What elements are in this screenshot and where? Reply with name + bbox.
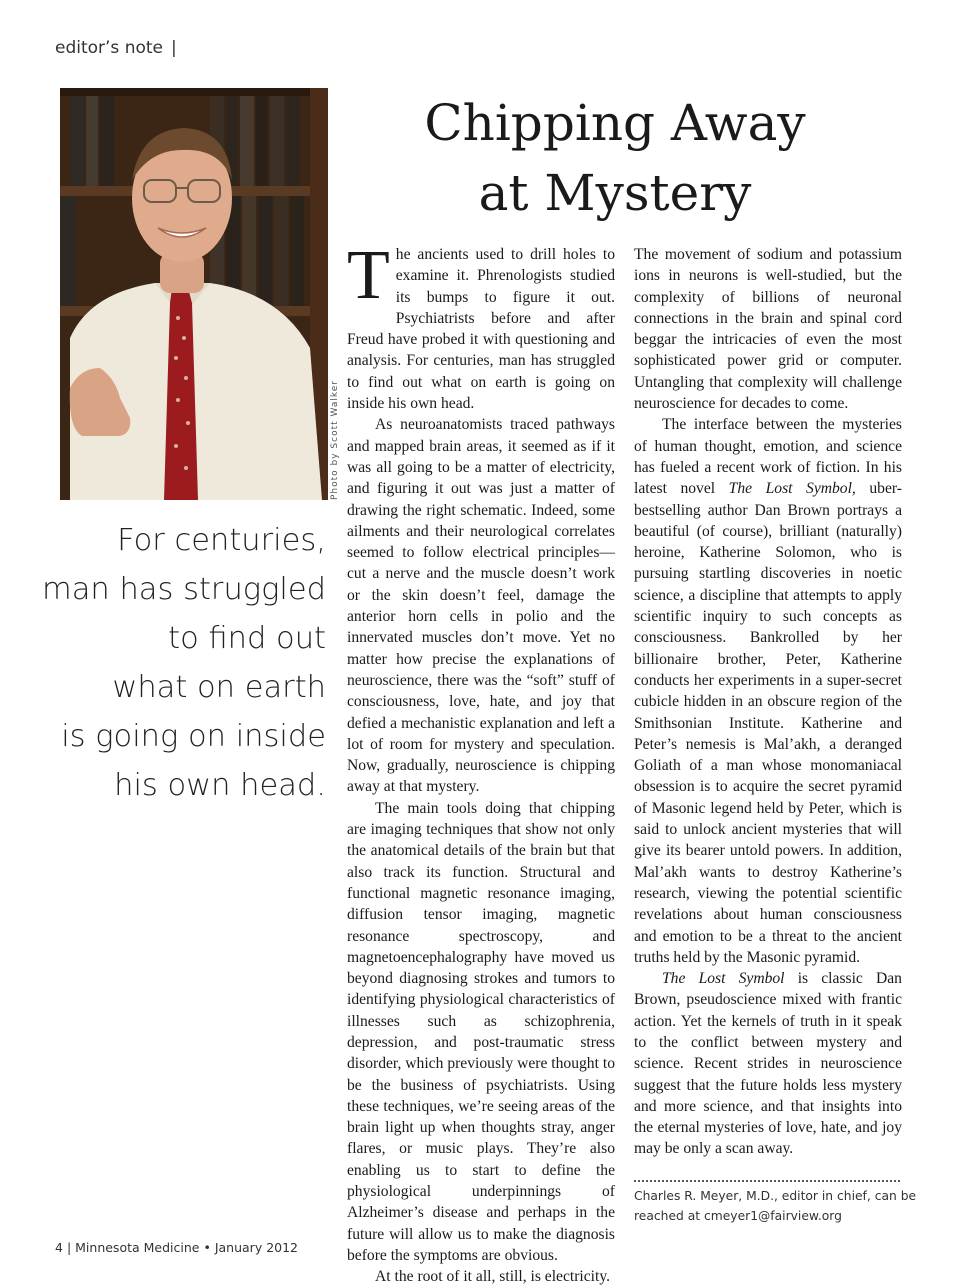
footer-separator: | [66,1240,72,1255]
publication-name: Minnesota Medicine [75,1240,200,1255]
author-bio-line: Charles R. Meyer, M.D., editor in chief, can be [634,1189,917,1203]
page-number: 4 [55,1240,63,1255]
author-bio [634,1186,924,1226]
pull-quote-line: to find out [168,621,326,656]
section-separator: | [171,38,177,58]
pull-quote-line: For centuries, [117,523,326,558]
page-footer [55,1240,298,1255]
section-label [55,38,177,58]
pull-quote-line: is going on inside [61,719,326,754]
book-title: The Lost Symbol [662,970,785,988]
pull-quote [40,516,326,810]
paragraph-text: is classic Dan Brown, pseudoscience mixed with frantic action. Yet the kernels of truth in it speak to the conflict between mystery and science. Recent strides in neuroscience suggest that the future holds less mystery and more science, and that insights into the eternal mysteries of love, hate, and joy may be only a scan away. [634,970,902,1158]
author-portrait-illustration [60,88,328,500]
drop-cap: T [347,237,390,314]
photo-credit: Photo by Scott Walker [330,380,340,500]
author-photo [60,88,328,500]
article-column-1 [347,237,615,1288]
article-paragraph [634,968,902,1160]
article-paragraph [634,414,902,968]
pull-quote-line: his own head. [114,768,326,803]
paragraph-text: he ancients used to drill holes to examine it. Phrenologists studied its bumps to figure it out. Psychiatrists before and after Freud have probed it with questioning and analysis. For centuries, man has struggled to find out what on earth is going on inside his own head. [347,246,615,413]
paragraph-text: The interface between the mysteries of human thought, emotion, and science has fueled a recent work of fiction. In his latest novel [634,416,902,498]
section-label-text: editor’s note [55,38,163,58]
article-paragraph: The main tools doing that chipping are imaging techniques that show not only the anatomical details of the brain but that also track its function. Structural and functional magnetic resonance imaging, diffusion tensor imaging, magnetic resonance spectroscopy, and magnetoencephalography have moved us beyond diagnosing strokes and tumors to identifying physiological characteristics of illnesses such as schizophrenia, depression, and post-traumatic stress disorder, which previously were thought to be the business of psychiatrists. Using these techniques, we’re seeing areas of the brain light up when thoughts stray, anger flares, or music plays. They’re also enabling us to start to define the physiological underpinnings of Alzheimer’s disease and perhaps in the future will allow us to make the diagnosis before the symptoms are obvious. [347,799,615,1264]
paragraph-text: uber-bestselling author Dan Brown portrays a beautiful (of course), brilliant (naturally) heroine, Katherine Solomon, who is pursuing startling discoveries in noetic science, a discipline that attempts to apply scientific inquiry to such concepts as consciousness. Bankrolled by her billionaire brother, Peter, Katherine conducts her experiments in a super-secret cubicle hidden in an obscure region of the Smithsonian Institute. Katherine and Peter’s nemesis is Mal’akh, a deranged Goliath of a man whose monomaniacal obsession is to acquire the secret pyramid of Masonic legend held by Peter, which is said to unlock ancient mysteries that will give its bearer untold powers. In addition, Mal’akh wants to destroy Katherine’s research, viewing the potential scientific revelations about human consciousness and emotion to be a threat to the ancient truths held by the Masonic pyramid. [634,480,902,966]
article-title-line-2: at Mystery [478,164,752,222]
article-title-line-1: Chipping Away [424,94,806,152]
article-paragraph [347,237,615,414]
article-paragraph: As neuroanatomists traced pathways and mapped brain areas, it seemed as if it was all going to be a matter of electricity, and figuring it out was just a matter of drawing the right schematic. Indeed, some ailments and their neurological correlates seemed to follow electrical principles—cut a nerve and the muscle doesn’t work or the skin doesn’t feel, damage the anterior horn cells in polio and the innervated muscles don’t move. Yet no matter how precise the explanations of neuroscience, there was the “soft” stuff of consciousness, love, hate, and joy that defied a mechanistic explanation and left a lot of room for mystery and speculation. Now, gradually, neuroscience is chipping away at that mystery. [347,416,615,796]
issue-date: January 2012 [214,1240,299,1255]
book-title: The Lost Symbol, [728,480,856,498]
pull-quote-line: what on earth [112,670,326,705]
article-column-2 [634,244,902,1160]
article-paragraph: The movement of sodium and potassium ions in neurons is well-studied, but the complexity of billions of neuronal connections in the brain and spinal cord beggar the intricacies of even the most sophisticated power grid or computer. Untangling that complexity will challenge neuroscience for decades to come. [634,246,902,413]
article-paragraph: At the root of it all, still, is electricity. [375,1268,611,1286]
pull-quote-line: man has struggled [42,572,326,607]
footer-bullet: • [203,1240,211,1255]
author-bio-line: reached at cmeyer1@fairview.org [634,1209,842,1223]
bio-divider [634,1180,900,1182]
article-title [400,88,830,228]
